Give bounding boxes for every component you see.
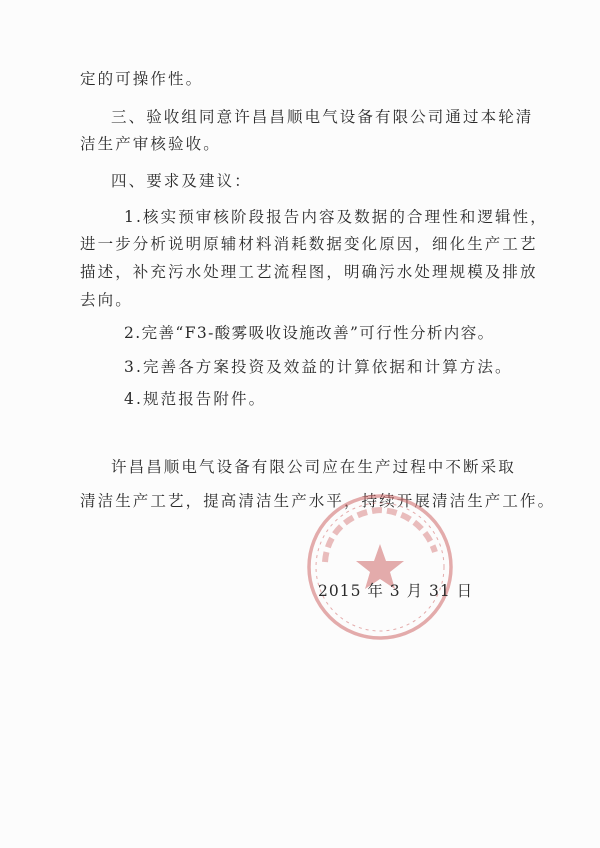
section-three-line-1: 三、验收组同意许昌昌顺电气设备有限公司通过本轮清 — [111, 108, 534, 126]
section-four-heading: 四、要求及建议： — [111, 172, 252, 190]
item-1-line-4: 去向。 — [80, 291, 133, 309]
document-date: 2015 年 3 月 31 日 — [318, 582, 474, 600]
item-4-line: 4.规范报告附件。 — [124, 390, 267, 408]
item-1-line-1: 1.核实预审核阶段报告内容及数据的合理性和逻辑性， — [124, 208, 548, 226]
item-1-line-2: 进一步分析说明原辅材料消耗数据变化原因，细化生产工艺 — [80, 235, 538, 253]
item-2-line: 2.完善“F3-酸雾吸收设施改善”可行性分析内容。 — [124, 324, 495, 342]
item-3-line: 3.完善各方案投资及效益的计算依据和计算方法。 — [124, 358, 513, 376]
text-line-1: 定的可操作性。 — [80, 70, 204, 88]
official-seal — [305, 492, 455, 642]
closing-line-1: 许昌昌顺电气设备有限公司应在生产过程中不断采取 — [111, 458, 516, 476]
closing-line-2: 清洁生产工艺，提高清洁生产水平，持续开展清洁生产工作。 — [80, 492, 556, 510]
section-three-line-2: 洁生产审核验收。 — [80, 135, 221, 153]
item-1-line-3: 描述，补充污水处理工艺流程图，明确污水处理规模及排放 — [80, 263, 538, 281]
